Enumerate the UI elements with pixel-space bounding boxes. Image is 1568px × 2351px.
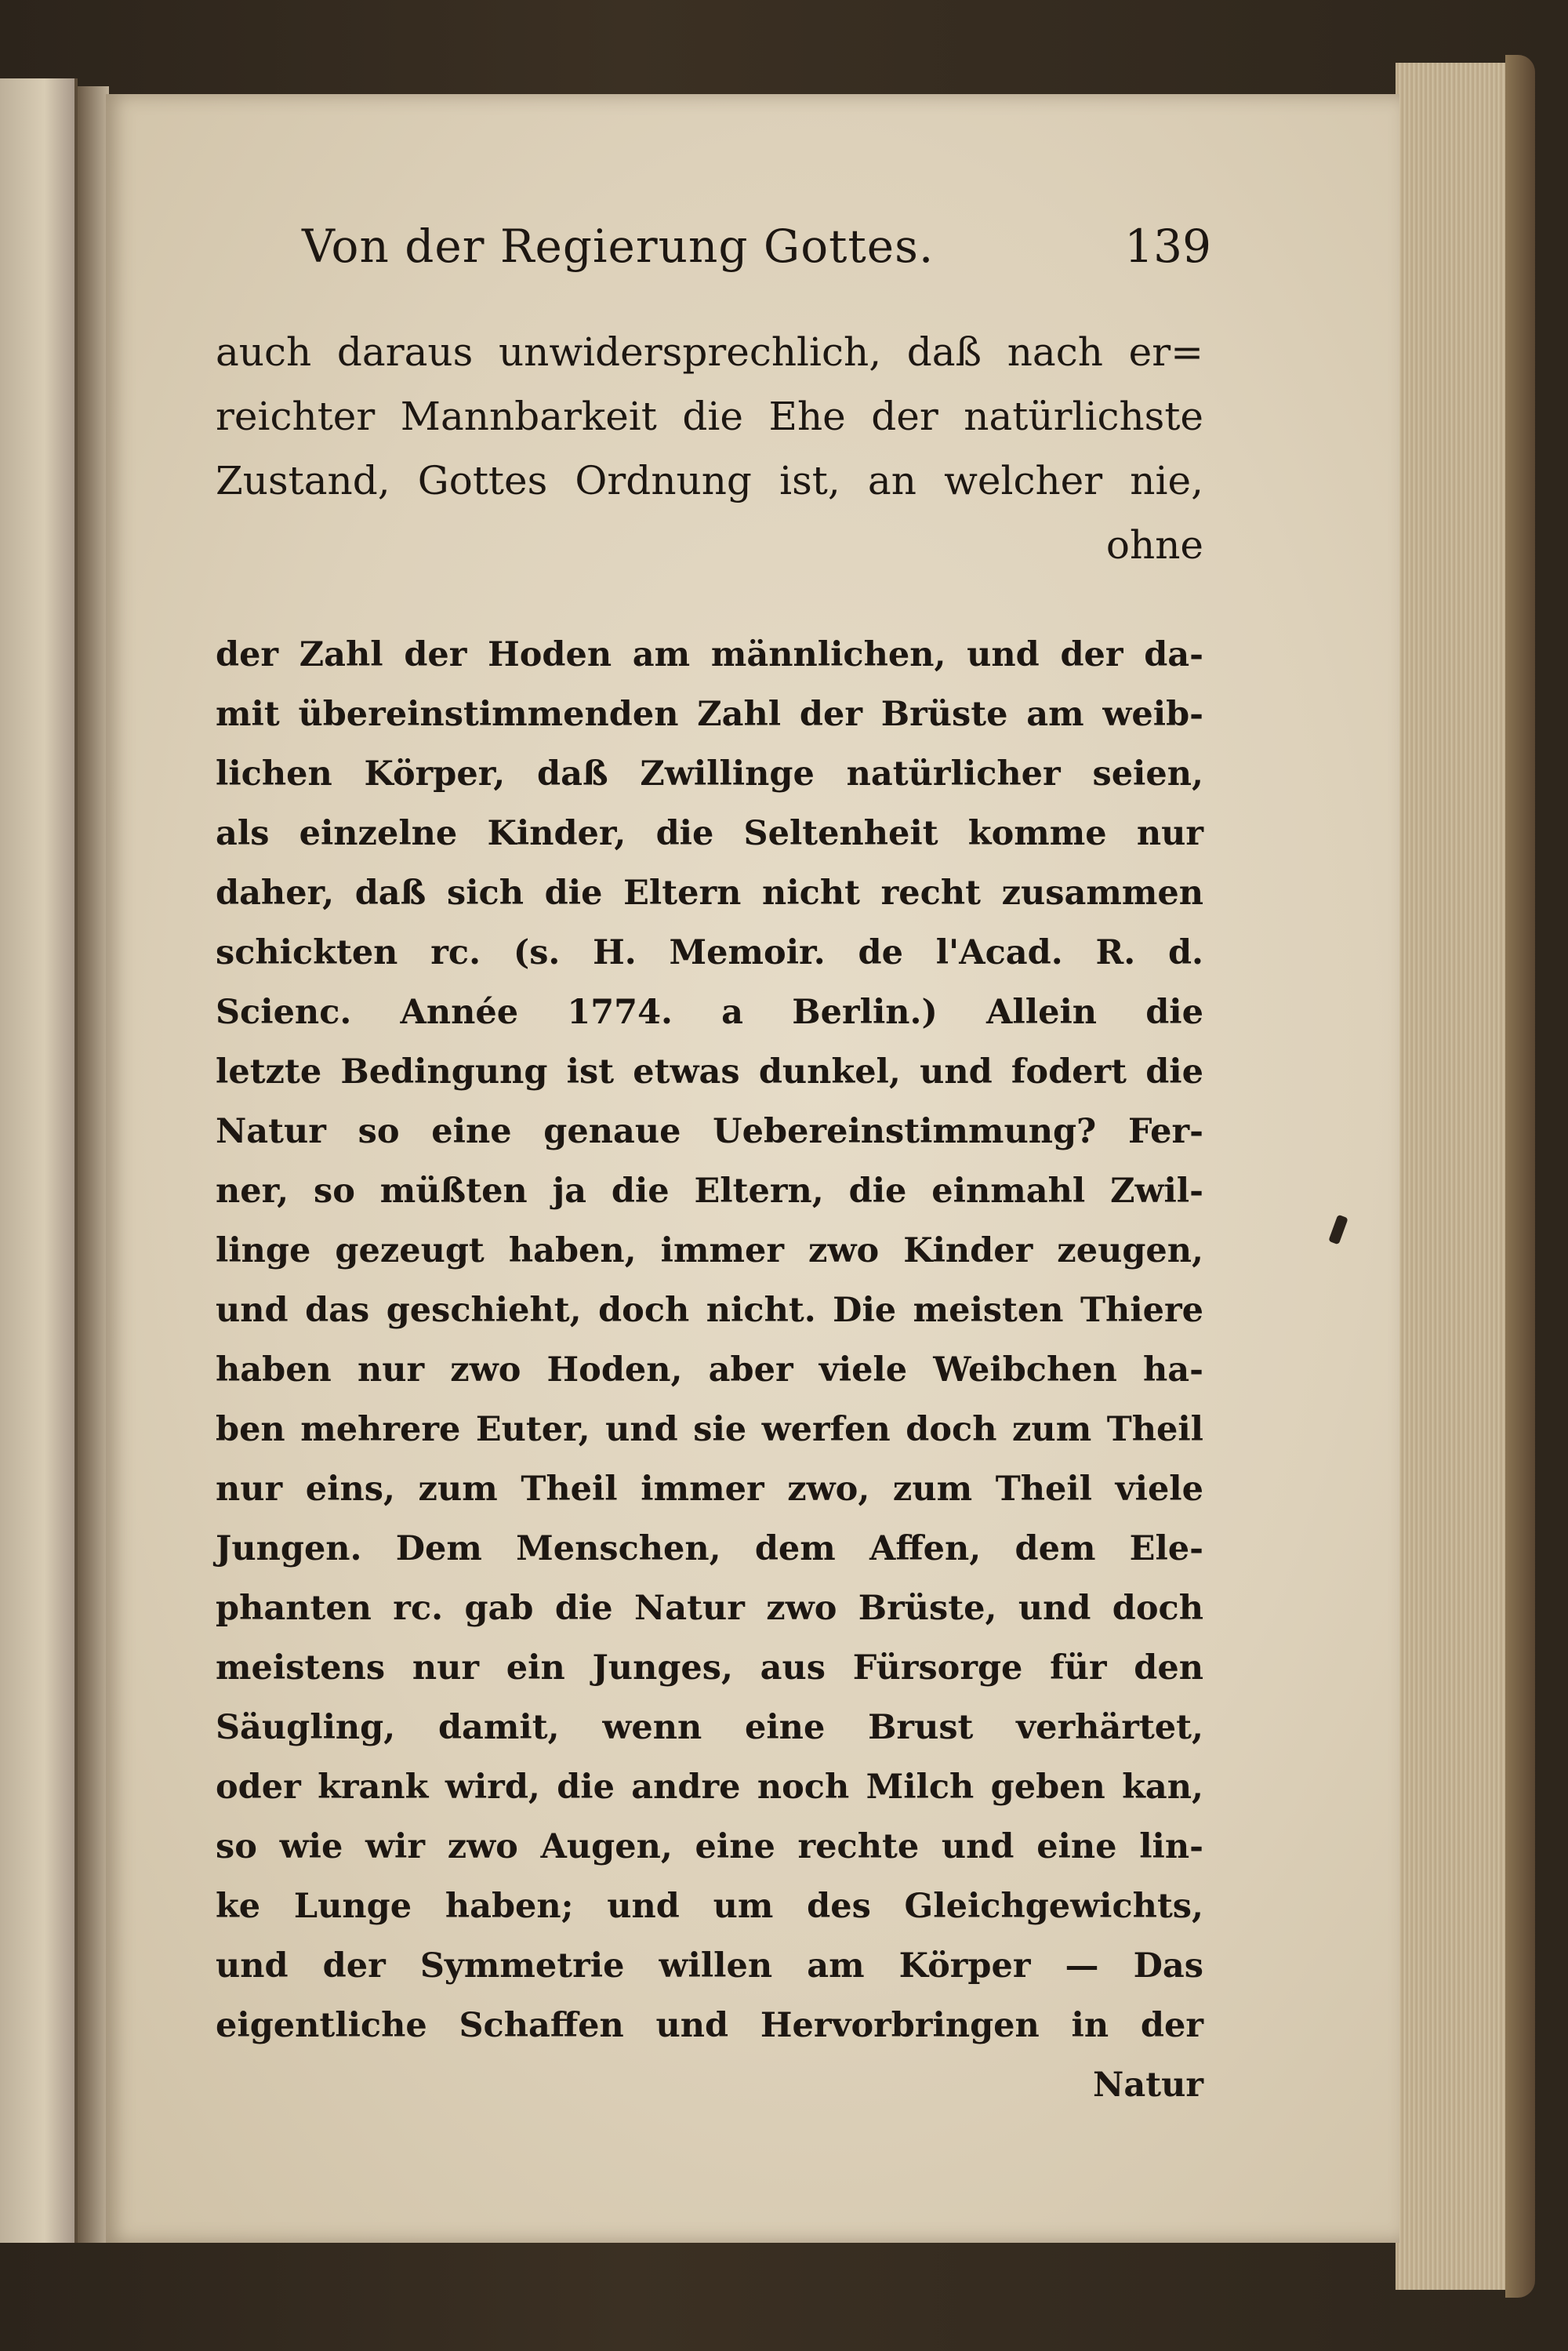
footnote-line: ke Lunge haben; und um des Gleichgewichts, [216,1887,1203,1926]
footnote-line: eigentliche Schaffen und Hervorbringen in der [216,2006,1203,2045]
footnote-line: lichen Körper, daß Zwillinge natürlicher seien, [216,754,1203,794]
footnote-line: oder krank wird, die andre noch Milch geben kan, [216,1768,1203,1807]
left-page-edge [0,78,78,2243]
footnote-line: daher, daß sich die Eltern nicht recht zusammen [216,874,1203,913]
body-line: Zustand, Gottes Ordnung ist, an welcher nie, [216,458,1203,503]
footnote-line: linge gezeugt haben, immer zwo Kinder zeugen, [216,1231,1203,1270]
footnote-line: haben nur zwo Hoden, aber viele Weibchen ha- [216,1350,1203,1390]
page-header [302,220,1211,290]
footnote-line: und das geschieht, doch nicht. Die meisten Thiere [216,1291,1203,1330]
ink-mark [1328,1215,1348,1245]
footnote-line: Säugling, damit, wenn eine Brust verhärtet, [216,1708,1203,1747]
footnote-line: schickten rc. (s. H. Memoir. de l'Acad. R. d. [216,933,1203,972]
footnote-catchword: Natur [1093,2066,1203,2105]
footnote-line: als einzelne Kinder, die Seltenheit komme nur [216,814,1203,853]
footnote-line: letzte Bedingung ist etwas dunkel, und fodert die [216,1052,1203,1092]
footnote-line: Jungen. Dem Menschen, dem Affen, dem Ele- [216,1529,1203,1568]
footnote-line: so wie wir zwo Augen, eine rechte und eine lin- [216,1827,1203,1866]
footnote-line: nur eins, zum Theil immer zwo, zum Theil viele [216,1470,1203,1509]
body-catchword: ohne [1105,522,1203,568]
book-gutter [78,86,109,2243]
footnote-line: und der Symmetrie willen am Körper — Das [216,1946,1203,1986]
body-line: reichter Mannbarkeit die Ehe der natürlichste [216,394,1203,439]
footnote-line: ben mehrere Euter, und sie werfen doch zum Theil [216,1410,1203,1449]
footnote-line: der Zahl der Hoden am männlichen, und der da- [216,635,1203,674]
book-page [106,94,1399,2243]
body-line: auch daraus unwidersprechlich, daß nach er= [216,329,1203,375]
page-edges [1396,63,1521,2290]
footnote-line: ner, so müßten ja die Eltern, die einmahl Zwil- [216,1172,1203,1211]
page-number: 139 [1124,220,1211,273]
footnote-line: mit übereinstimmenden Zahl der Brüste am weib- [216,695,1203,734]
footnote-line: Scienc. Année 1774. a Berlin.) Allein die [216,993,1203,1032]
footnote-line: phanten rc. gab die Natur zwo Brüste, und doch [216,1589,1203,1628]
footnote-line: meistens nur ein Junges, aus Fürsorge für den [216,1648,1203,1688]
footnote-line: Natur so eine genaue Uebereinstimmung? Fer- [216,1112,1203,1151]
cover-edge [1505,55,1535,2298]
running-title: Von der Regierung Gottes. [302,220,935,273]
